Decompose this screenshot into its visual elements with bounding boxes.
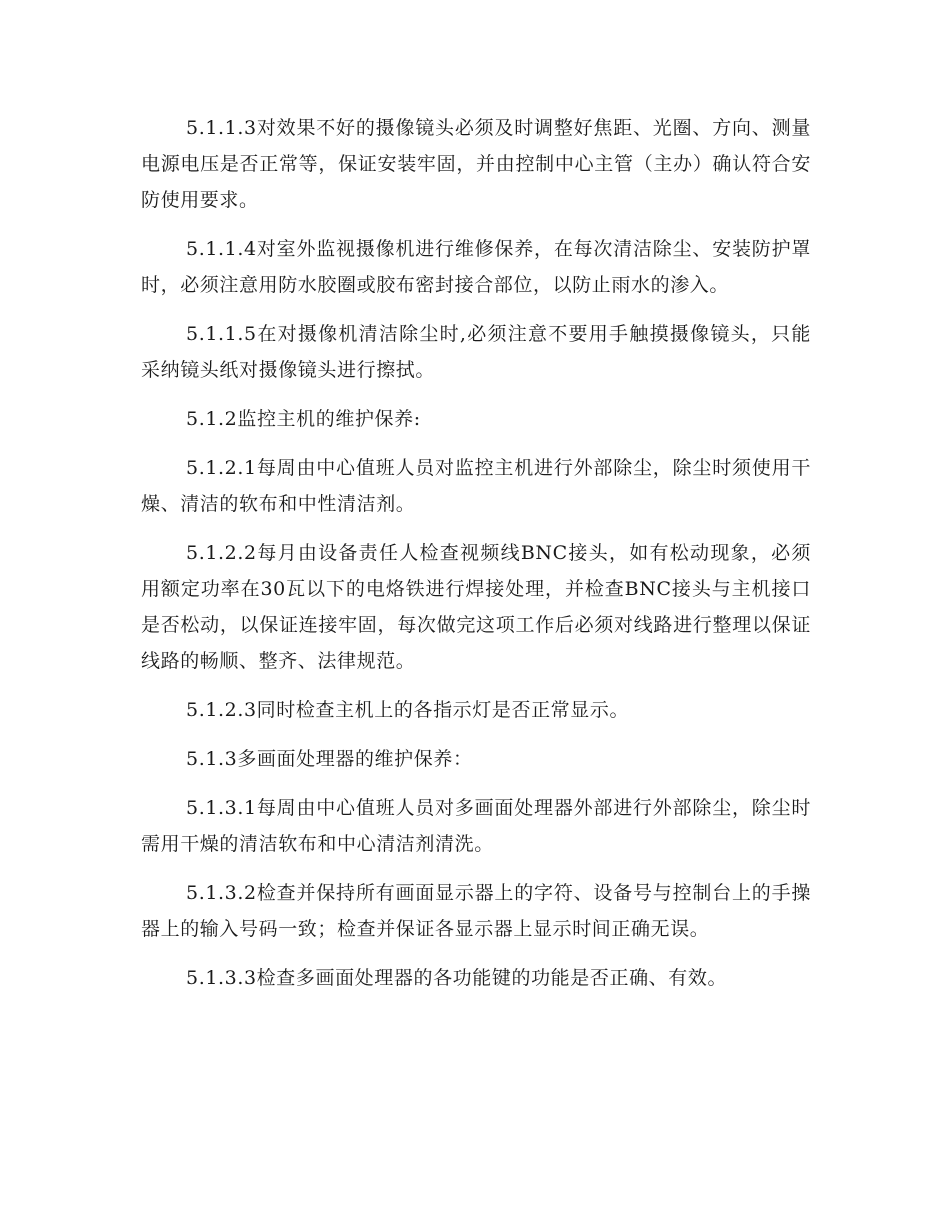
paragraph-5-1-1-4: 5.1.1.4对室外监视摄像机进行维修保养，在每次清洁除尘、安装防护罩时，必须注意用防水胶圈或胶布密封接合部位，以防止雨水的渗入。 — [141, 238, 811, 296]
paragraph-5-1-3-3: 5.1.3.3检查多画面处理器的各功能键的功能是否正确、有效。 — [186, 967, 728, 989]
document-body — [141, 110, 811, 1009]
paragraph-5-1-1-3: 5.1.1.3对效果不好的摄像镜头必须及时调整好焦距、光圈、方向、测量电源电压是否正常等，保证安装牢固，并由控制中心主管（主办）确认符合安防使用要求。 — [141, 117, 811, 211]
paragraph-5-1-2-3: 5.1.2.3同时检查主机上的各指示灯是否正常显示。 — [186, 699, 630, 721]
paragraph-5-1-1-5: 5.1.1.5在对摄像机清洁除尘时,必须注意不要用手触摸摄像镜头，只能采纳镜头纸对摄像镜头进行擦拭。 — [141, 323, 811, 381]
heading-5-1-2: 5.1.2监控主机的维护保养: — [186, 408, 421, 430]
paragraph-5-1-2-2: 5.1.2.2每月由设备责任人检查视频线BNC接头，如有松动现象，必须用额定功率在30瓦以下的电烙铁进行焊接处理，并检查BNC接头与主机接口是否松动，以保证连接牢固，每次做完这项工作后必须对线路进行整理以保证线路的畅顺、整齐、法律规范。 — [141, 542, 811, 672]
paragraph-5-1-3-2: 5.1.3.2检查并保持所有画面显示器上的字符、设备号与控制台上的手操器上的输入号码一致；检查并保证各显示器上显示时间正确无误。 — [141, 882, 811, 940]
paragraph-5-1-2-1: 5.1.2.1每周由中心值班人员对监控主机进行外部除尘，除尘时须使用干燥、清洁的软布和中性清洁剂。 — [141, 457, 811, 515]
heading-5-1-3: 5.1.3多画面处理器的维护保养： — [186, 748, 473, 770]
paragraph-5-1-3-1: 5.1.3.1每周由中心值班人员对多画面处理器外部进行外部除尘，除尘时需用干燥的清洁软布和中心清洁剂清洗。 — [141, 797, 811, 855]
